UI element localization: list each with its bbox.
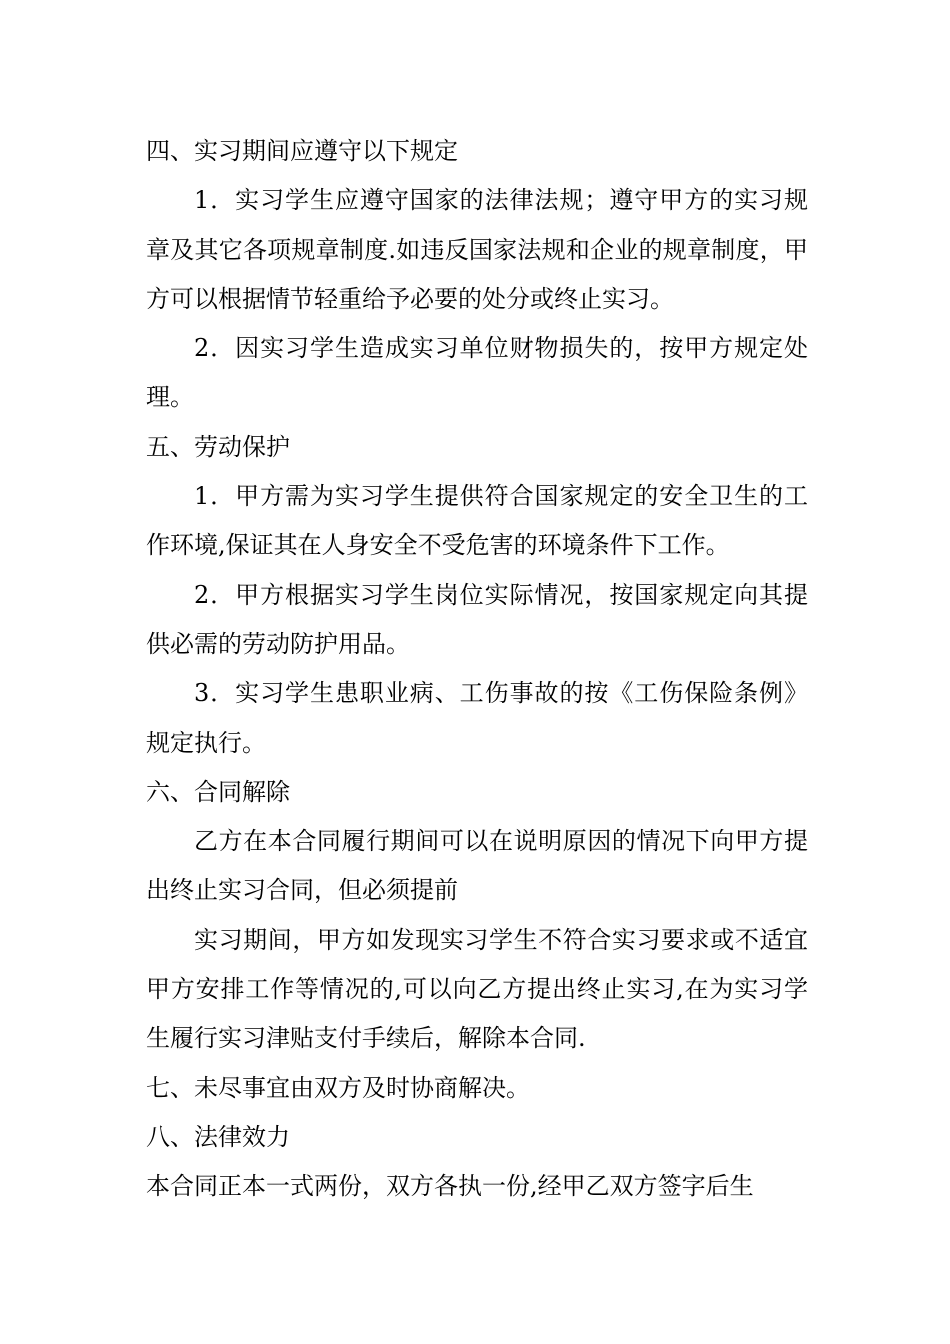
section-heading-8: 八、法律效力 <box>146 1122 290 1151</box>
section-heading-6: 六、合同解除 <box>146 777 290 806</box>
paragraph-4-2: 2．因实习学生造成实习单位财物损失的，按甲方规定处理。 <box>146 334 808 412</box>
paragraph-5-3: 3．实习学生患职业病、工伤事故的按《工伤保险条例》规定执行。 <box>146 679 808 757</box>
paragraph-6-1: 乙方在本合同履行期间可以在说明原因的情况下向甲方提出终止实习合同，但必须提前 <box>146 827 808 905</box>
section-heading-4: 四、实习期间应遵守以下规定 <box>146 137 458 165</box>
paragraph-5-1: 1．甲方需为实习学生提供符合国家规定的安全卫生的工作环境,保证其在人身安全不受危害的环境条件下工作。 <box>146 482 808 560</box>
section-heading-5: 五、劳动保护 <box>146 432 290 461</box>
section-heading-7: 七、未尽事宜由双方及时协商解决。 <box>146 1073 530 1102</box>
document-body <box>146 127 808 1212</box>
paragraph-8-1: 本合同正本一式两份，双方各执一份,经甲乙双方签字后生 <box>146 1172 754 1201</box>
paragraph-5-2: 2．甲方根据实习学生岗位实际情况，按国家规定向其提供必需的劳动防护用品。 <box>146 580 808 658</box>
paragraph-4-1: 1．实习学生应遵守国家的法律法规；遵守甲方的实习规章及其它各项规章制度.如违反国家法规和企业的规章制度，甲方可以根据情节轻重给予必要的处分或终止实习。 <box>146 186 808 313</box>
paragraph-6-2: 实习期间，甲方如发现实习学生不符合实习要求或不适宜甲方安排工作等情况的,可以向乙方提出终止实习,在为实习学生履行实习津贴支付手续后，解除本合同. <box>146 925 808 1053</box>
